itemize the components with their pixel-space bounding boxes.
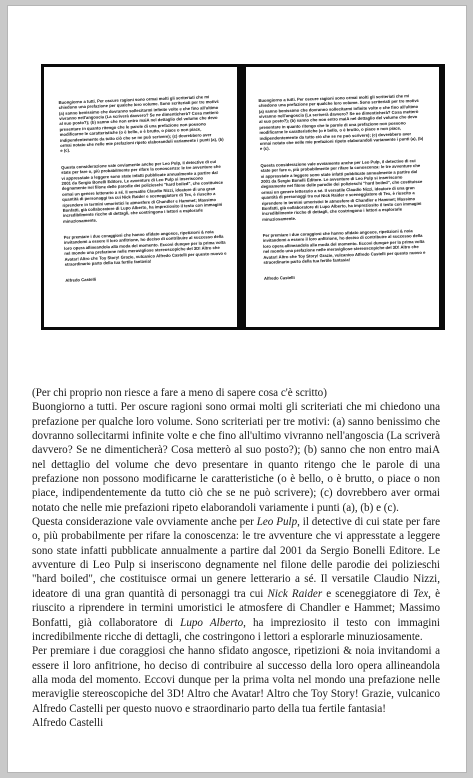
p2-text: , il detective di cui state per fare o, più probabilmente per rifare la conoscenza: le tre avventure che vi appresstate a leggere sono state infatti pubblicate annualmente a partire dal 2001 da Sergio Bonelli Editore. Le avventure di Leo Pulp si inseriscono degnamente nel filone delle parodie dei polizieschi "hard boiled", che costituisce ormai un genere letterario a sé. Il versatile Claudio Nizzi, ideatore di una gran quantità di personaggi tra cui [32, 516, 440, 600]
signature: Alfredo Castelli [32, 716, 104, 729]
panel-paragraph: Per premiare i due coraggiosi che hanno sfidato angosce, ripetizioni & noia invitandomi a essere il loro anfitrione, ho deciso di contribuire al successo della loro opera allineandola alla moda del momento. Eccovi dunque per la prima volta nel mondo una prefazione nelle meravigliose stereoscopiche del 3D! Altro che Avatar! Altro che Toy Story! Grazie, vulcanico Alfredo Castelli per questo nuovo e straordinario parto della tua fertile fantasia! [262, 228, 427, 265]
stereo-image-frame [41, 64, 445, 330]
panel-signature: Alfredo Castelli [263, 275, 295, 282]
intro-line: (Per chi proprio non riesce a fare a meno di sapere cosa c'è scritto) [32, 387, 327, 399]
stereo-panel-left [44, 67, 237, 327]
title-leo-pulp: Leo Pulp [256, 516, 298, 529]
p2-text: e sceneggiatore di [322, 587, 414, 600]
paragraph-3: Per premiare i due coraggiosi che hanno sfidato angosce, ripetizioni & noia invitandomi a essere il loro anfitrione, ho deciso di contribuire al successo della loro opera allineandola alla moda del momento. Eccovi dunque per la prima volta nel mondo una prefazione nelle meraviglie stereoscopiche del 3D! Altro che Avatar! Altro che Toy Story! Grazie, vulcanico Alfredo Castelli per questo nuovo e straordinario parto della tua fertile fantasia! [32, 645, 440, 715]
panel-signature: Alfredo Castelli [65, 276, 97, 284]
paragraph-1: Buongiorno a tutti. Per oscure ragioni sono ormai molti gli scriteriati che mi chiedono una prefazione per qualche loro volume. Sono scriteriati per tre motivi: (a) sanno benissimo che dovranno sollecitarmi infinite volte e che fino all'ultimo vivranno nell'angoscia (La scriverà davvero? Se ne dimenticherà? Cosa metterò al suo posto?); (b) sanno che non entro maiA nel dettaglio del volume che devo presentare in quanto ritengo che le parole di una prefazione non possono modificarne le caratteristiche (o è bello, o è brutto, o piace o non piace, indipendentemente da tutto ciò che se ne può scrivere); (c) dovrebbero aver ormai notato che nelle mie prefazioni ripeto elaborandoli variamente i punti (a), (b) e (c). [32, 401, 440, 514]
p2-text: Questa considerazione vale ovviamente anche per [32, 516, 257, 529]
page [8, 6, 466, 772]
p2-text: , è riuscito a riprendere in termini umoristici le atmosfere di Chandler e Hammet; Massimo Bonfatti, già collaboratore di [32, 587, 440, 629]
paragraph-2 [32, 515, 440, 644]
panel-paragraph: Buongiorno a tutti. Per oscure ragioni sono ormai molti gli scriteriati che mi chiedono una prefazione per qualche loro volume. Sono scriteriati per tre motivi: (a) sanno benissimo che dovranno sollecitarmi infinite volte e che fino all'ultimo vivranno nell'angoscia (La scriverà davvero? Se ne dimenticherà? Cosa metterò al suo posto?); (b) sanno che non entro maiA nel dettaglio del volume che devo presentare in quanto ritengo che le parole di una prefazione non possono modificarne le caratteristiche (o è bello, o è brutto, o piace o non piace, indipendentemente da tutto ciò che se ne può scrivere); (c) dovrebbero aver ormai notato che nelle mie prefazioni ripeto elaborandoli variamente i punti (a), (b) e (c). [258, 93, 425, 152]
panel-paragraph: Questa considerazione vale ovviamente anche per Leo Pulp, il detective di cui state per fare o, più probabilmente per rifare la conoscenza: le tre avventure che vi appresstate a leggere sono state infatti pubblicate annualmente a partire dal 2001 da Sergio Bonelli Editore. Le avventure di Leo Pulp si inseriscono degnamente nel filone delle parodie dei polizieschi "hard boiled", che costituisce ormai un genere letterario a sé. Il versatile Claudio Nizzi, ideatore di una gran quantità di personaggi tra cui Nick Raider e sceneggiatore di Tex, è riuscito a riprendere in termini umoristici le atmosfere di Chandler e Hammet; Massimo Bonfatti, già collaboratore di Lupo Alberto, ha impreziosito il testo con immagini incredibilmente ricche di dettagli, che costringono i lettori a esplorarle minuziosamente. [260, 157, 424, 222]
panel-text-left [58, 83, 230, 295]
stereo-panel-right [246, 67, 439, 327]
panel-text-right [258, 82, 428, 292]
panel-paragraph: Buongiorno a tutti. Per oscure ragioni sono ormai molti gli scriteriati che mi chiedono una prefazione per qualche loro volume. Sono scriteriati per tre motivi: (a) sanno benissimo che dovranno sollecitarmi infinite volte e che fino all'ultimo vivranno nell'angoscia (La scriverà davvero? Se ne dimenticherà? Cosa metterò al suo posto?); (b) sanno che non entro maiA nel dettaglio del volume che devo presentare in quanto ritengo che le parole di una prefazione non possono modificarne le caratteristiche (o è bello, o è brutto, o piace o non piace, indipendentemente da tutto ciò che se ne può scrivere); (c) dovrebbero aver ormai notato che nelle mie prefazioni ripeto elaborandoli variamente i punti (a), (b) e (c). [58, 93, 225, 154]
p2-text: , ha impreziosito il testo con immagini incredibilmente ricche di dettagli, che costringono i lettori a esplorarle minuziosamente. [32, 616, 440, 643]
title-lupo-alberto: Lupo Alberto [180, 616, 244, 629]
panel-paragraph: Per premiare i due coraggiosi che hanno sfidato angosce, ripetizioni & noia invitandomi a essere il loro anfitrione, ho deciso di contribuire al successo della loro opera allineandola alla moda del momento. Eccovi dunque per la prima volta nel mondo una prefazione nelle meravigliose stereoscopiche del 3D! Altro che Avatar! Altro che Toy Story! Grazie, vulcanico Alfredo Castelli per questo nuovo e straordinario parto della tua fertile fantasia! [63, 229, 228, 267]
transcription [32, 386, 440, 730]
title-tex: Tex [413, 587, 429, 600]
title-nick-raider: Nick Raider [267, 587, 323, 600]
panel-paragraph: Questa considerazione vale ovviamente anche per Leo Pulp, il detective di cui state per fare o, più probabilmente per rifare la conoscenza: le tre avventure che vi appresstate a leggere sono state infatti pubblicate annualmente a partire dal 2001 da Sergio Bonelli Editore. Le avventure di Leo Pulp si inseriscono degnamente nel filone delle parodie dei polizieschi "hard boiled", che costituisce ormai un genere letterario a sé. Il versatile Claudio Nizzi, ideatore di una gran quantità di personaggi tra cui Nick Raider e sceneggiatore di Tex, è riuscito a riprendere in termini umoristici le atmosfere di Chandler e Hammet; Massimo Bonfatti, già collaboratore di Lupo Alberto, ha impreziosito il testo con immagini incredibilmente ricche di dettagli, che costringono i lettori a esplorarle minuziosamente. [60, 158, 225, 224]
